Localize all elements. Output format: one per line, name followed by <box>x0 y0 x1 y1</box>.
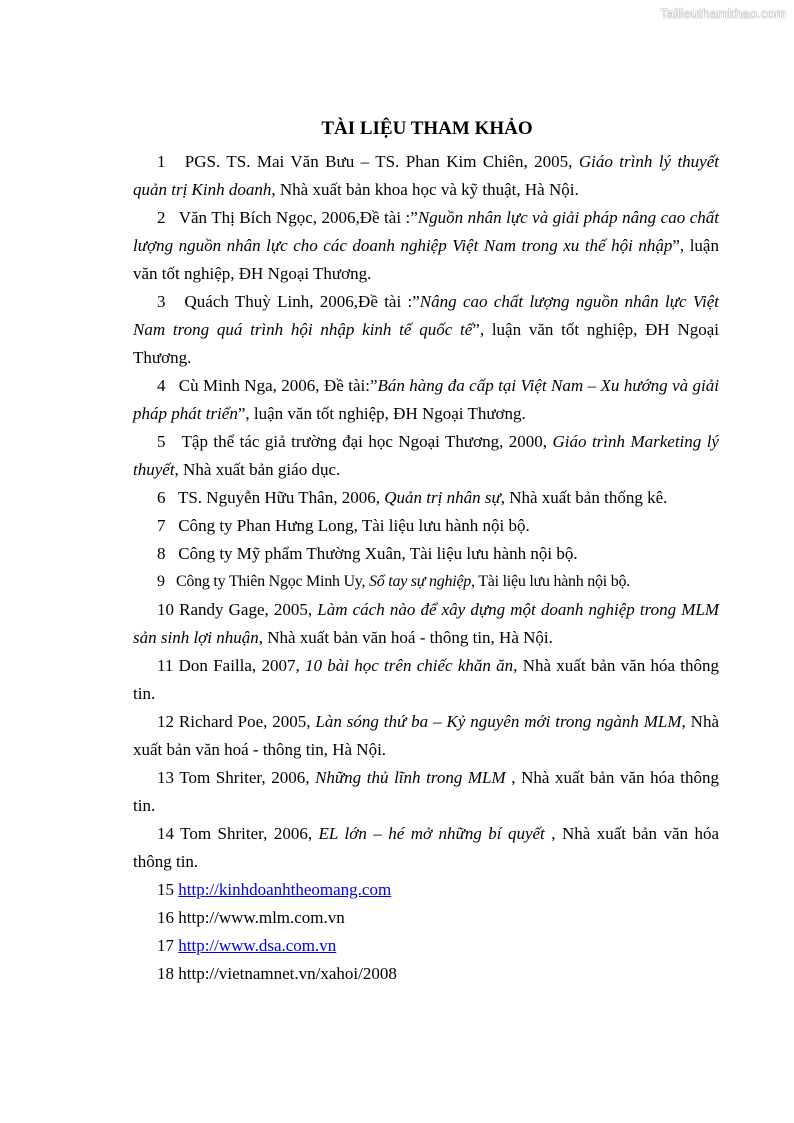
reference-title: Nâng cao chất lượng nguồn nhân lực Việt Nam trong quá trình hội nhập kinh tế quốc tế <box>133 292 719 339</box>
reference-item-4 <box>133 372 719 428</box>
reference-item-9 <box>133 568 719 596</box>
reference-link[interactable]: http://www.dsa.com.vn <box>178 936 337 955</box>
reference-text: Tom Shriter, 2006, <box>179 768 316 787</box>
reference-number: 1 <box>157 152 166 171</box>
reference-text: , Nhà xuất bản giáo dục. <box>174 460 341 479</box>
reference-text: Richard Poe, 2005, <box>178 712 316 731</box>
reference-number: 4 <box>157 376 166 395</box>
reference-title: Giáo trình lý thuyết quản trị Kinh doanh <box>133 152 719 199</box>
reference-item-7 <box>133 512 719 540</box>
reference-title: 10 bài học trên chiếc khăn ăn <box>304 656 514 675</box>
reference-number: 15 <box>157 880 174 899</box>
page-title: TÀI LIỆU THAM KHẢO <box>321 118 533 139</box>
reference-title: Sổ tay sự nghiệp <box>369 573 472 590</box>
reference-number: 10 <box>157 600 174 619</box>
reference-item-5 <box>133 428 719 484</box>
reference-number: 11 <box>157 656 174 675</box>
reference-number: 9 <box>157 573 165 590</box>
reference-number: 8 <box>157 544 166 563</box>
reference-title: Giáo trình Marketing lý thuyết <box>133 432 719 479</box>
reference-title: Làn sóng thứ ba – Kỷ nguyên mới trong ngành MLM <box>315 712 682 731</box>
reference-number: 14 <box>157 824 174 843</box>
reference-item-13 <box>133 764 719 820</box>
reference-title: Nguồn nhân lực và giải pháp nâng cao chất lượng nguồn nhân lực cho các doanh nghiệp Việt Nam trong xu thế hội nhập <box>133 208 719 255</box>
reference-number: 7 <box>157 516 166 535</box>
reference-item-18 <box>133 960 719 988</box>
reference-number: 16 <box>157 908 174 927</box>
reference-text: Randy Gage, 2005, <box>179 600 318 619</box>
reference-text: Don Failla, 2007, <box>178 656 305 675</box>
reference-text: Tập thể tác giả trường đại học Ngoại Thương, 2000, <box>181 432 553 451</box>
reference-text: Công ty Thiên Ngọc Minh Uy, <box>176 573 369 590</box>
reference-text: Văn Thị Bích Ngọc, 2006,Đề tài :” <box>178 208 418 227</box>
reference-url-text: http://vietnamnet.vn/xahoi/2008 <box>178 964 397 983</box>
reference-text: Công ty Phan Hưng Long, Tài liệu lưu hành nội bộ. <box>178 516 530 535</box>
reference-item-1 <box>133 148 719 204</box>
reference-item-17 <box>133 932 719 960</box>
reference-text: ”, luận văn tốt nghiệp, ĐH Ngoại Thương. <box>133 320 719 367</box>
reference-number: 12 <box>157 712 174 731</box>
reference-title: Những thủ lĩnh trong MLM <box>315 768 506 787</box>
reference-item-14 <box>133 820 719 876</box>
reference-title: Quản trị nhân sự <box>384 488 501 507</box>
reference-title: Bán hàng đa cấp tại Việt Nam – Xu hướng và giải pháp phát triển <box>133 376 720 423</box>
reference-text: , Nhà xuất bản thống kê. <box>500 488 668 507</box>
reference-item-3 <box>133 288 719 372</box>
reference-item-15 <box>133 876 719 904</box>
reference-text: , Tài liệu lưu hành nội bộ. <box>471 573 630 590</box>
reference-text: , Nhà xuất bản khoa học và kỹ thuật, Hà Nội. <box>271 180 579 199</box>
reference-item-10 <box>133 596 719 652</box>
reference-text: ”, luận văn tốt nghiệp, ĐH Ngoại Thương. <box>133 236 719 283</box>
reference-text: TS. Nguyễn Hữu Thân, 2006, <box>177 488 385 507</box>
reference-number: 5 <box>157 432 166 451</box>
reference-title: EL lớn – hé mở những bí quyết <box>318 824 545 843</box>
reference-text: , Nhà xuất bản văn hoá - thông tin, Hà Nội. <box>133 712 719 759</box>
reference-item-2 <box>133 204 719 288</box>
reference-text: Quách Thuỳ Linh, 2006,Đề tài :” <box>184 292 420 311</box>
reference-number: 3 <box>157 292 166 311</box>
watermark-text: Tailieuthamkhao.com <box>660 6 786 21</box>
reference-item-8 <box>133 540 719 568</box>
reference-text: Cù Minh Nga, 2006, Đề tài:” <box>178 376 378 395</box>
reference-number: 13 <box>157 768 174 787</box>
reference-link[interactable]: http://kinhdoanhtheomang.com <box>178 880 392 899</box>
reference-item-16 <box>133 904 719 932</box>
reference-number: 18 <box>157 964 174 983</box>
reference-text: , Nhà xuất bản văn hoá - thông tin, Hà Nội. <box>258 628 553 647</box>
reference-title: Làm cách nào để xây dựng một doanh nghiệp trong MLM sản sinh lợi nhuận <box>133 600 719 647</box>
reference-text: PGS. TS. Mai Văn Bưu – TS. Phan Kim Chiên, 2005, <box>184 152 579 171</box>
reference-number: 17 <box>157 936 174 955</box>
reference-item-11 <box>133 652 719 708</box>
reference-text: Tom Shriter, 2006, <box>180 824 319 843</box>
reference-text: , Nhà xuất bản văn hóa thông tin. <box>133 768 720 815</box>
reference-text: Công ty Mỹ phẩm Thường Xuân, Tài liệu lưu hành nội bộ. <box>178 544 578 563</box>
reference-item-6 <box>133 484 719 512</box>
reference-text: , Nhà xuất bản văn hóa thông tin. <box>133 656 720 703</box>
reference-list <box>133 148 719 988</box>
reference-text: ”, luận văn tốt nghiệp, ĐH Ngoại Thương. <box>237 404 526 423</box>
reference-text: , Nhà xuất bản văn hóa thông tin. <box>133 824 719 871</box>
reference-url-text: http://www.mlm.com.vn <box>178 908 345 927</box>
reference-number: 2 <box>157 208 166 227</box>
reference-number: 6 <box>157 488 166 507</box>
reference-item-12 <box>133 708 719 764</box>
